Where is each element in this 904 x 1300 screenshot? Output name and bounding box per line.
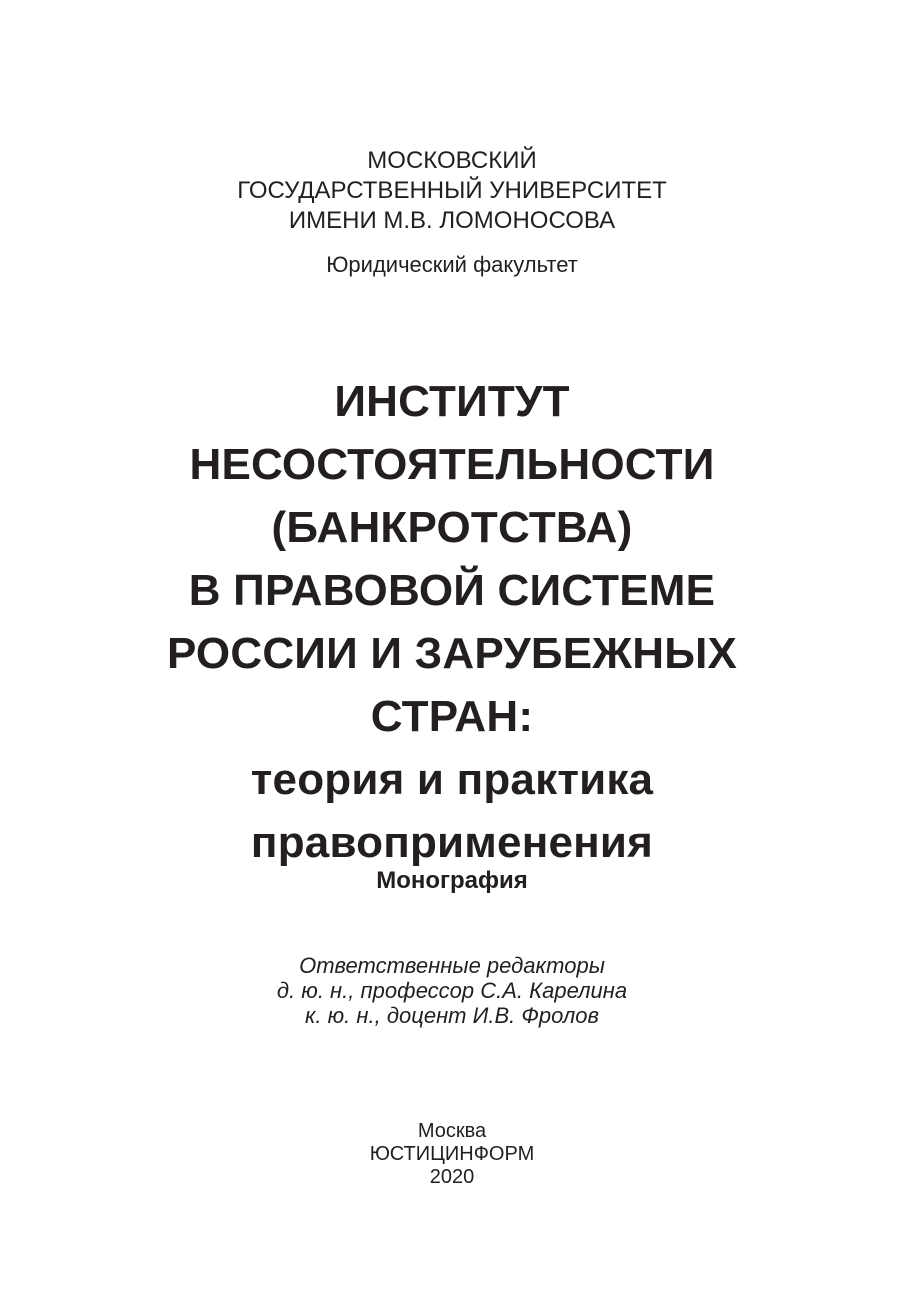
university-name bbox=[0, 146, 904, 236]
title-line: ИНСТИТУТ bbox=[334, 377, 570, 426]
editor-line: к. ю. н., доцент И.В. Фролов bbox=[305, 1003, 599, 1028]
university-line: ГОСУДАРСТВЕННЫЙ УНИВЕРСИТЕТ bbox=[237, 177, 667, 204]
imprint-city: Москва bbox=[417, 1120, 487, 1142]
editors-heading: Ответственные редакторы bbox=[299, 953, 605, 978]
title-line: РОССИИ И ЗАРУБЕЖНЫХ bbox=[166, 629, 738, 678]
title-line: (БАНКРОТСТВА) bbox=[271, 503, 633, 552]
imprint-publisher: ЮСТИЦИНФОРМ bbox=[369, 1143, 535, 1165]
university-line: МОСКОВСКИЙ bbox=[367, 147, 537, 174]
title-line: СТРАН: bbox=[370, 692, 534, 741]
book-title bbox=[0, 370, 904, 874]
subtitle-line: правоприменения bbox=[250, 818, 654, 867]
subtitle-line: теория и практика bbox=[250, 755, 654, 804]
title-line: НЕСОСТОЯТЕЛЬНОСТИ bbox=[189, 440, 715, 489]
university-line: ИМЕНИ М.В. ЛОМОНОСОВА bbox=[288, 207, 616, 234]
imprint-block bbox=[0, 1120, 904, 1189]
editor-line: д. ю. н., профессор С.А. Карелина bbox=[276, 978, 628, 1003]
editors-block bbox=[0, 953, 904, 1028]
imprint-year: 2020 bbox=[429, 1166, 475, 1188]
faculty-name: Юридический факультет bbox=[326, 252, 578, 277]
title-line: В ПРАВОВОЙ СИСТЕМЕ bbox=[188, 566, 716, 615]
publication-genre: Монография bbox=[376, 867, 528, 894]
